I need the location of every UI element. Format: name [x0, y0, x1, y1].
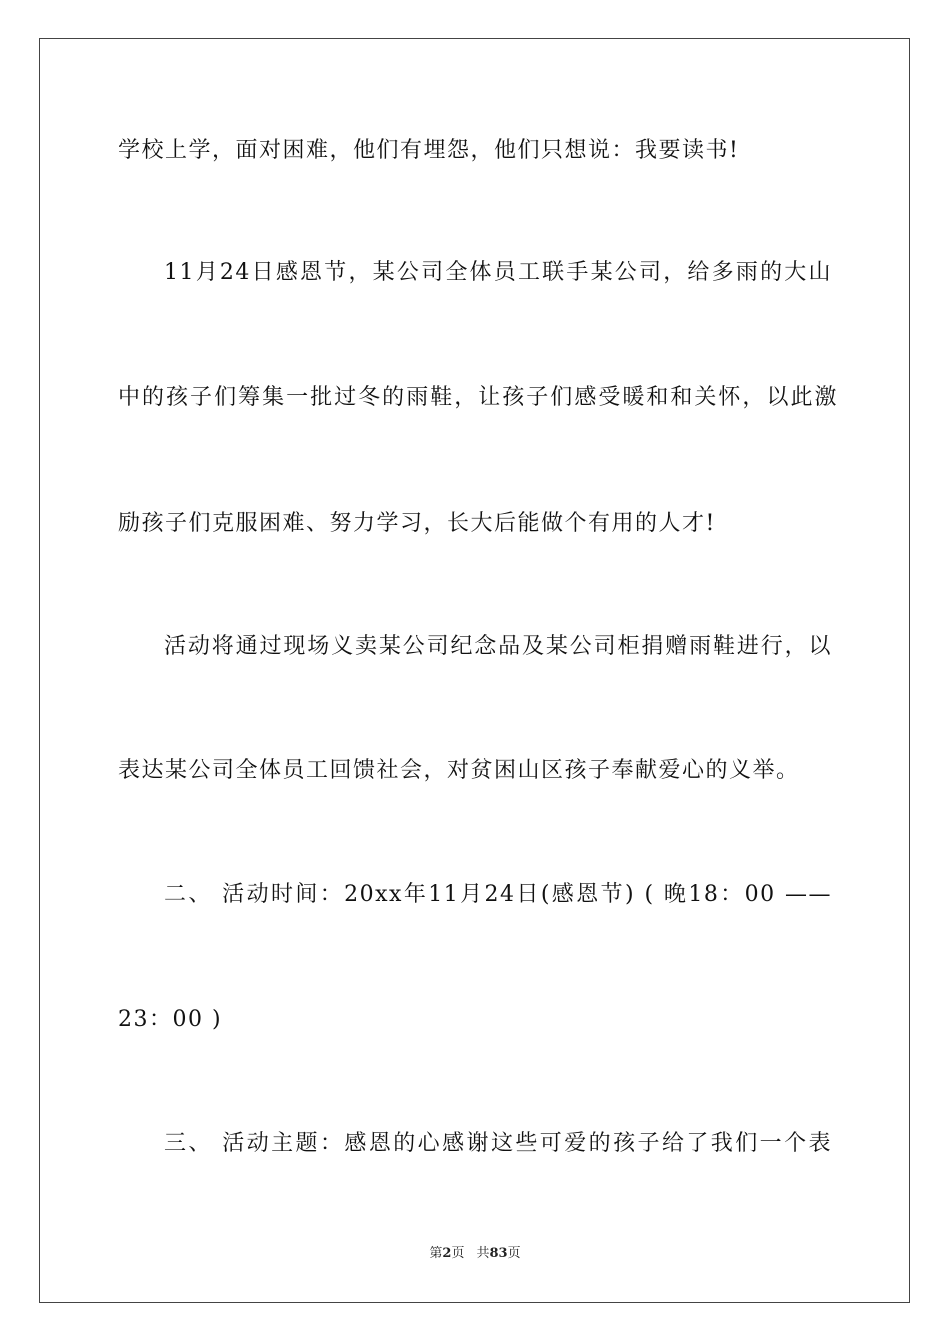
footer-page-suffix: 页: [451, 1246, 465, 1261]
footer-total-suffix: 页: [507, 1246, 521, 1261]
footer-page-prefix: 第: [429, 1246, 443, 1261]
footer-page-number: 2: [442, 1246, 452, 1261]
page-border: [39, 38, 910, 1303]
footer-total-prefix: 共: [476, 1246, 490, 1261]
body-line-3: 中的孩子们筹集一批过冬的雨鞋，让孩子们感受暖和和关怀，以此激: [118, 385, 838, 410]
body-line-5: 活动将通过现场义卖某公司纪念品及某公司柜捐赠雨鞋进行，以: [164, 634, 832, 659]
body-line-4: 励孩子们克服困难、努力学习，长大后能做个有用的人才!: [118, 511, 716, 536]
body-line-9: 三、 活动主题：感恩的心感谢这些可爱的孩子给了我们一个表: [164, 1131, 832, 1156]
page-footer: [0, 1245, 950, 1263]
body-line-1: 学校上学，面对困难，他们有埋怨，他们只想说：我要读书!: [118, 138, 740, 163]
body-line-6: 表达某公司全体员工回馈社会，对贫困山区孩子奉献爱心的义举。: [118, 758, 800, 783]
body-line-2: 11月24日感恩节，某公司全体员工联手某公司，给多雨的大山: [164, 260, 832, 285]
footer-total-pages: 83: [489, 1246, 508, 1261]
body-line-8: 23：00 ): [118, 1007, 223, 1032]
body-line-7: 二、 活动时间：20xx年11月24日(感恩节) ( 晚18：00 ——: [164, 882, 832, 907]
